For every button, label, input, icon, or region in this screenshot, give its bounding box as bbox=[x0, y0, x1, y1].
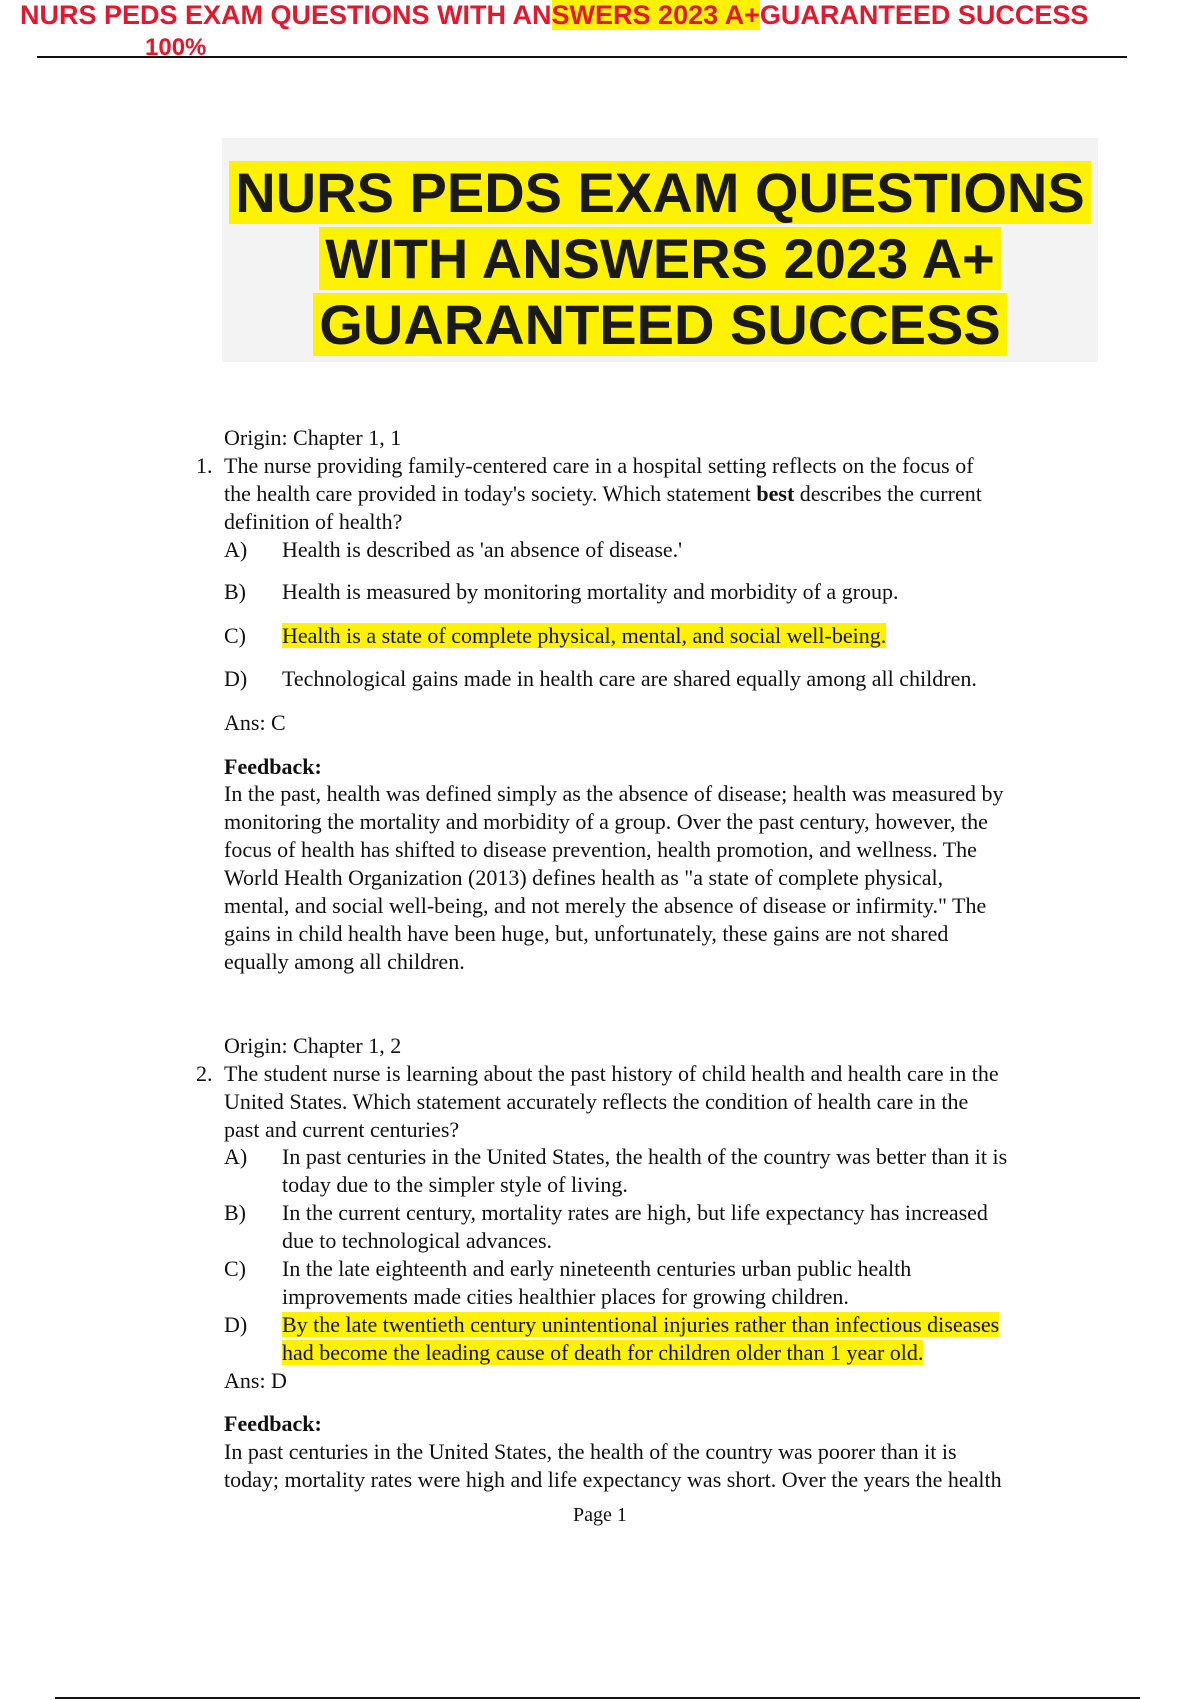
option-letter: C) bbox=[224, 623, 246, 648]
option-text-line: due to technological advances. bbox=[282, 1228, 553, 1253]
feedback-line: gains in child health have been huge, but, unfortunately, these gains are not shared bbox=[224, 921, 949, 946]
question-number: 1. bbox=[196, 453, 213, 478]
option-letter: B) bbox=[224, 1200, 246, 1225]
option-text-line: improvements made cities healthier places for growing children. bbox=[282, 1284, 849, 1309]
option-text-line: today due to the simpler style of living. bbox=[282, 1172, 628, 1197]
question-text-line: The student nurse is learning about the past history of child health and health care in the bbox=[224, 1061, 999, 1086]
question-text-line bbox=[224, 480, 1084, 508]
option-letter: D) bbox=[224, 666, 248, 691]
feedback-label: Feedback: bbox=[224, 1411, 322, 1436]
answer-highlight: Health is a state of complete physical, mental, and social well-being. bbox=[282, 623, 887, 648]
option-text-line: In past centuries in the United States, the health of the country was better than it is bbox=[282, 1144, 1008, 1169]
footer-divider bbox=[55, 1697, 1140, 1699]
title-line-1: NURS PEDS EXAM QUESTIONS bbox=[229, 161, 1090, 224]
page-header bbox=[20, 0, 1150, 60]
option-letter: A) bbox=[224, 1144, 248, 1169]
question-text-segment: describes the current bbox=[794, 481, 982, 506]
answer-key: Ans: D bbox=[224, 1368, 287, 1393]
document-title bbox=[222, 160, 1098, 358]
option-text: Health is described as 'an absence of disease.' bbox=[282, 537, 683, 562]
option-text-line bbox=[282, 1339, 1082, 1367]
option-letter: B) bbox=[224, 579, 246, 604]
answer-key: Ans: C bbox=[224, 710, 286, 735]
title-line-3: GUARANTEED SUCCESS bbox=[313, 293, 1006, 356]
option-letter: D) bbox=[224, 1312, 248, 1337]
header-title-part3: GUARANTEED SUCCESS bbox=[759, 0, 1089, 30]
question-origin: Origin: Chapter 1, 1 bbox=[224, 425, 402, 450]
header-title-continuation: 100% bbox=[145, 36, 207, 56]
option-text: Health is measured by monitoring mortality and morbidity of a group. bbox=[282, 579, 899, 604]
feedback-line: today; mortality rates were high and life expectancy was short. Over the years the health bbox=[224, 1467, 1002, 1492]
feedback-line: equally among all children. bbox=[224, 949, 465, 974]
feedback-line: In past centuries in the United States, the health of the country was poorer than it is bbox=[224, 1439, 957, 1464]
header-title-part2: SWERS 2023 A+ bbox=[551, 0, 760, 30]
feedback-line: In the past, health was defined simply as the absence of disease; health was measured by bbox=[224, 781, 1004, 806]
header-title bbox=[20, 0, 1088, 30]
question-number: 2. bbox=[196, 1061, 213, 1086]
question-text-line: past and current centuries? bbox=[224, 1117, 460, 1142]
feedback-line: World Health Organization (2013) defines health as "a state of complete physical, bbox=[224, 865, 944, 890]
header-divider bbox=[37, 56, 1127, 58]
option-text bbox=[282, 1199, 1082, 1255]
option-text-correct bbox=[282, 622, 1082, 650]
feedback-line: focus of health has shifted to disease prevention, health promotion, and wellness. The bbox=[224, 837, 977, 862]
question-text-line: United States. Which statement accurately reflects the condition of health care in the bbox=[224, 1089, 969, 1114]
feedback-text bbox=[224, 1438, 1094, 1494]
title-box bbox=[222, 138, 1098, 362]
question-text bbox=[224, 1060, 1084, 1144]
question-text-emphasis: best bbox=[756, 481, 795, 506]
option-text bbox=[282, 1255, 1082, 1311]
option-letter: A) bbox=[224, 537, 248, 562]
title-line-2: WITH ANSWERS 2023 A+ bbox=[319, 227, 1001, 290]
option-text: Technological gains made in health care are shared equally among all children. bbox=[282, 666, 977, 691]
header-title-part1: NURS PEDS EXAM QUESTIONS WITH AN bbox=[20, 0, 552, 30]
option-text-line bbox=[282, 1311, 1082, 1339]
option-text-line: In the late eighteenth and early nineteenth centuries urban public health bbox=[282, 1256, 912, 1281]
option-text-correct bbox=[282, 1311, 1082, 1367]
question-text-line: definition of health? bbox=[224, 509, 403, 534]
page-number: Page 1 bbox=[573, 1504, 627, 1526]
option-letter: C) bbox=[224, 1256, 246, 1281]
feedback-label: Feedback: bbox=[224, 754, 322, 779]
answer-highlight: By the late twentieth century unintentional injuries rather than infectious diseases bbox=[282, 1312, 1000, 1337]
feedback-text bbox=[224, 780, 1094, 976]
question-text bbox=[224, 452, 1084, 536]
question-origin: Origin: Chapter 1, 2 bbox=[224, 1033, 402, 1058]
question-text-segment: the health care provided in today's society. Which statement bbox=[224, 481, 757, 506]
option-text-line: In the current century, mortality rates are high, but life expectancy has increased bbox=[282, 1200, 988, 1225]
option-text bbox=[282, 1143, 1082, 1199]
question-text-line: The nurse providing family-centered care in a hospital setting reflects on the focus of bbox=[224, 453, 974, 478]
feedback-line: monitoring the mortality and morbidity of a group. Over the past century, however, the bbox=[224, 809, 988, 834]
answer-highlight: had become the leading cause of death for children older than 1 year old. bbox=[282, 1340, 924, 1365]
feedback-line: mental, and social well-being, and not merely the absence of disease or infirmity." The bbox=[224, 893, 987, 918]
